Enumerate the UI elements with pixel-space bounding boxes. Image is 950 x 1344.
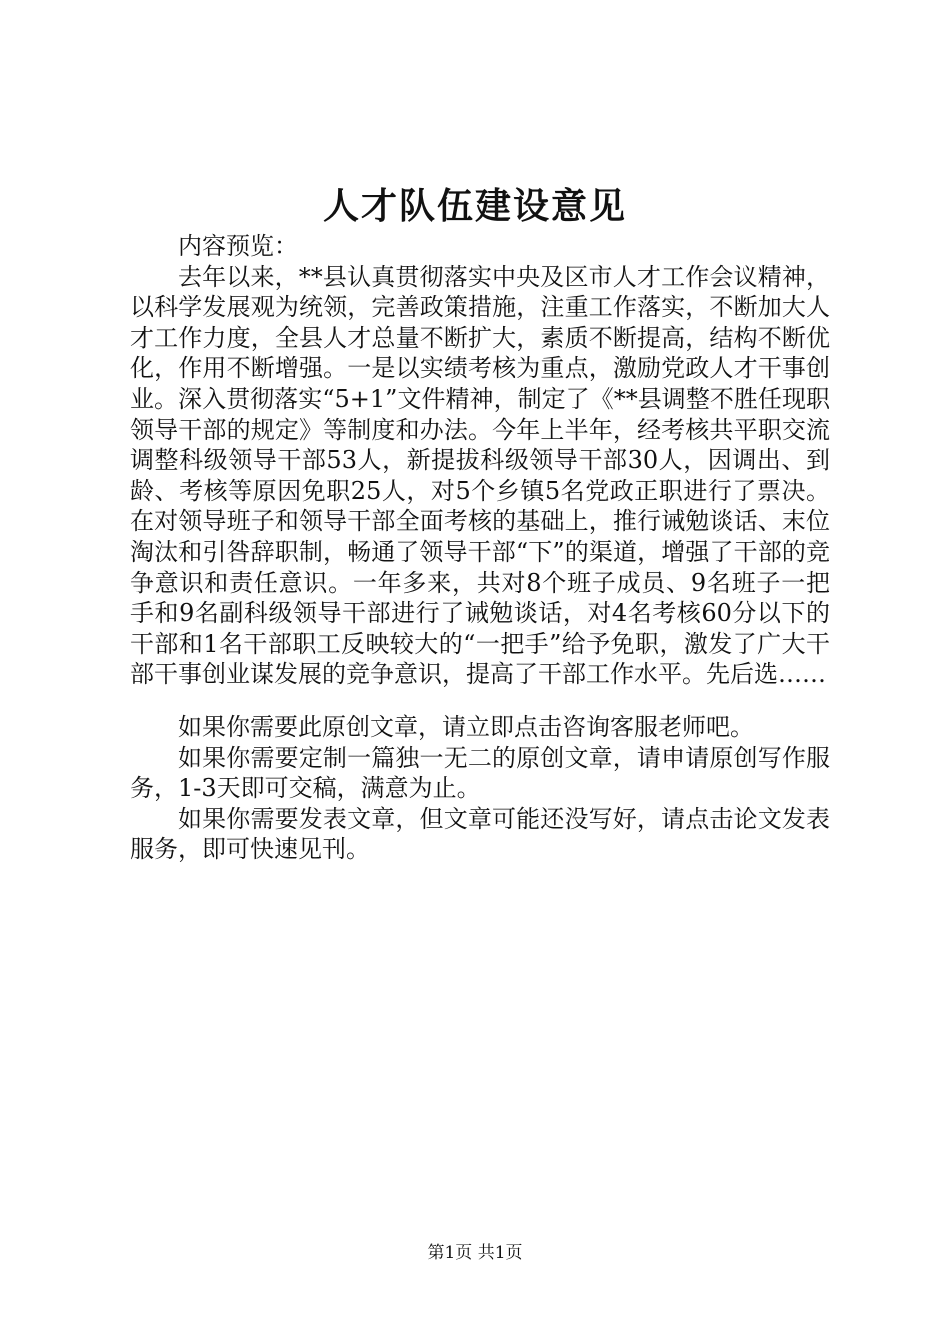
document-body: [130, 231, 830, 865]
cta-paragraph-custom-writing[interactable]: 如果你需要定制一篇独一无二的原创文章，请申请原创写作服务，1-3天即可交稿，满意为止。: [130, 743, 830, 803]
preview-label: 内容预览：: [178, 232, 298, 260]
document-title: 人才队伍建设意见: [322, 185, 627, 227]
body-paragraph: 去年以来，**县认真贯彻落实中央及区市人才工作会议精神，以科学发展观为统领，完善政策措施，注重工作落实，不断加大人才工作力度，全县人才总量不断扩大，素质不断提高，结构不断优化，作用不断增强。一是以实绩考核为重点，激励党政人才干事创业。深入贯彻落实“5+1”文件精神，制定了《**县调整不胜任现职领导干部的规定》等制度和办法。今年上半年，经考核共平职交流调整科级领导干部53人，新提拔科级领导干部30人，因调出、到龄、考核等原因免职25人，对5个乡镇5名党政正职进行了票决。在对领导班子和领导干部全面考核的基础上，推行诫勉谈话、末位淘汰和引咎辞职制，畅通了领导干部“下”的渠道，增强了干部的竞争意识和责任意识。一年多来，共对8个班子成员、9名班子一把手和9名副科级领导干部进行了诫勉谈话，对4名考核60分以下的干部和1名干部职工反映较大的“一把手”给予免职，激发了广大干部干事创业谋发展的竞争意识，提高了干部工作水平。先后选……: [130, 262, 830, 689]
cta-paragraph-consult[interactable]: 如果你需要此原创文章，请立即点击咨询客服老师吧。: [178, 712, 754, 741]
page-footer: 第1页 共1页: [427, 1243, 523, 1263]
cta-paragraph-publishing[interactable]: 如果你需要发表文章，但文章可能还没写好，请点击论文发表服务，即可快速见刊。: [130, 804, 830, 864]
paragraph-spacer: [130, 690, 830, 712]
